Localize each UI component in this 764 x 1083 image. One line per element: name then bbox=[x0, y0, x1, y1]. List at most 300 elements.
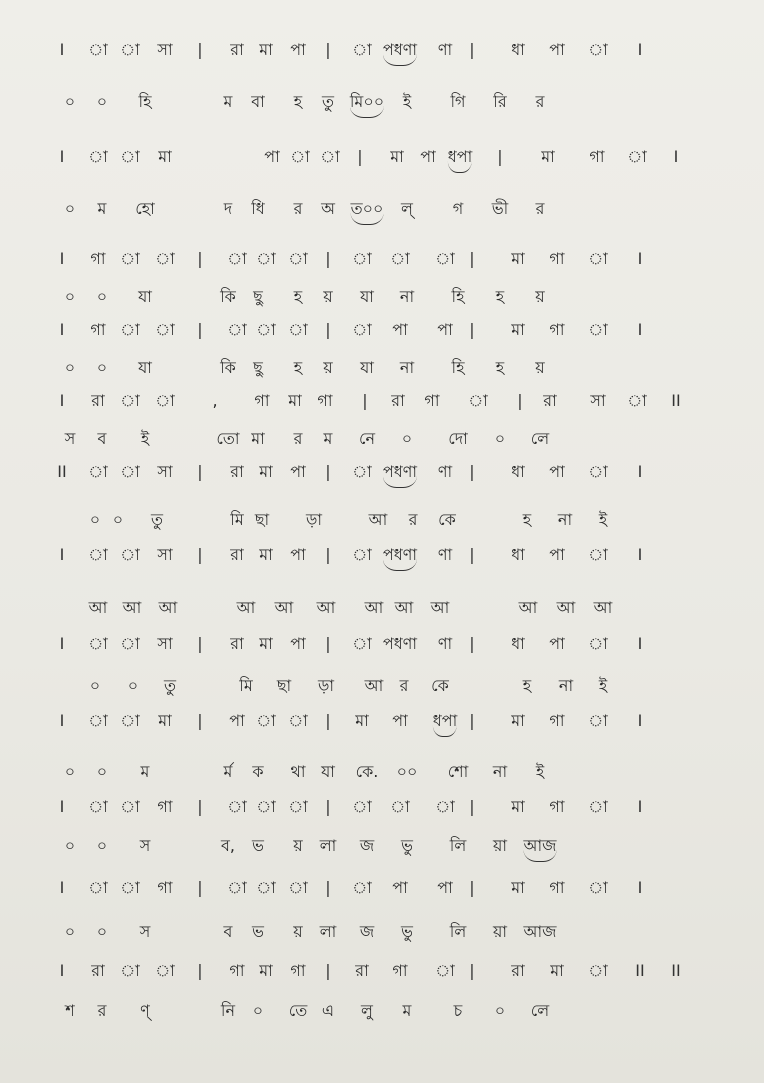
note-token: I bbox=[59, 249, 65, 268]
syllable-token: ম bbox=[97, 199, 107, 218]
notation-line bbox=[0, 36, 764, 64]
note-token: রা bbox=[91, 391, 105, 410]
syllable-token: যা bbox=[360, 358, 374, 377]
note-token: া bbox=[88, 711, 108, 730]
note-token: া bbox=[390, 797, 410, 816]
syllable-token: হ bbox=[293, 358, 303, 377]
note-token: া bbox=[120, 462, 140, 481]
note-token: সা bbox=[157, 40, 173, 59]
note-token: | bbox=[497, 147, 503, 166]
note-token: া bbox=[120, 545, 140, 564]
note-token: পধণা bbox=[382, 634, 418, 653]
note-token: মা bbox=[511, 878, 525, 897]
syllable-token: আ bbox=[88, 598, 108, 617]
note-token: ধা bbox=[511, 40, 525, 59]
note-token: পা bbox=[437, 878, 453, 897]
note-token: গা bbox=[317, 391, 333, 410]
note-token: | bbox=[362, 391, 368, 410]
syllable-token: আ bbox=[518, 598, 538, 617]
note-token: গা bbox=[549, 249, 565, 268]
note-token: ধা bbox=[511, 462, 525, 481]
syllable-token: ০ bbox=[112, 510, 124, 529]
note-token: | bbox=[325, 462, 331, 481]
note-token: া bbox=[88, 878, 108, 897]
note-token: া bbox=[352, 40, 372, 59]
syllable-token: হ bbox=[293, 287, 303, 306]
note-token: পা bbox=[392, 878, 408, 897]
note-token: I bbox=[637, 249, 643, 268]
syllable-token: লি bbox=[449, 922, 467, 941]
note-token: গা bbox=[290, 961, 306, 980]
note-token: া bbox=[88, 40, 108, 59]
syllable-token: যা bbox=[138, 287, 152, 306]
note-token: া bbox=[352, 797, 372, 816]
note-token: পধণা bbox=[383, 541, 417, 571]
syllable-token: লি bbox=[449, 836, 467, 855]
syllable-token: অ bbox=[321, 199, 335, 218]
note-token: | bbox=[197, 961, 203, 980]
notation-line bbox=[0, 541, 764, 569]
note-token: | bbox=[325, 797, 331, 816]
syllable-token: ০ bbox=[89, 676, 101, 695]
note-token: া bbox=[155, 249, 175, 268]
syllable-token: লে bbox=[530, 1001, 550, 1020]
note-token: গা bbox=[549, 320, 565, 339]
note-token: I bbox=[637, 40, 643, 59]
syllable-token: এ bbox=[321, 1001, 335, 1020]
note-token: পা bbox=[229, 711, 245, 730]
note-token: | bbox=[325, 545, 331, 564]
syllable-token: আ bbox=[122, 598, 142, 617]
note-token: া bbox=[120, 147, 140, 166]
syllable-token: তু bbox=[150, 510, 164, 529]
syllable-token: জ bbox=[359, 922, 375, 941]
syllable-token: ল্ bbox=[401, 199, 413, 218]
syllable-token: না bbox=[557, 510, 573, 529]
note-token: মা bbox=[550, 961, 564, 980]
notation-line bbox=[0, 458, 764, 486]
syllable-token: ০ bbox=[494, 429, 506, 448]
note-token: া bbox=[288, 797, 308, 816]
note-token: গা bbox=[549, 797, 565, 816]
note-token: া bbox=[120, 797, 140, 816]
syllable-token: য় bbox=[293, 836, 303, 855]
syllable-token: তু bbox=[163, 676, 177, 695]
note-token: রা bbox=[91, 961, 105, 980]
note-token: | bbox=[357, 147, 363, 166]
note-token: I bbox=[59, 40, 65, 59]
note-token: | bbox=[469, 797, 475, 816]
note-token: া bbox=[227, 249, 247, 268]
note-token: | bbox=[197, 462, 203, 481]
note-token: া bbox=[627, 391, 647, 410]
note-token: | bbox=[469, 961, 475, 980]
note-token: পা bbox=[549, 40, 565, 59]
syllable-token: আ bbox=[236, 598, 256, 617]
note-token: া bbox=[352, 320, 372, 339]
syllable-token: মি bbox=[230, 510, 244, 529]
syllable-token: ক bbox=[252, 762, 264, 781]
syllable-token: আ bbox=[158, 598, 178, 617]
syllable-token: হো bbox=[135, 199, 155, 218]
note-token: মা bbox=[390, 147, 404, 166]
syllable-token: ম bbox=[223, 92, 233, 111]
note-token: I bbox=[673, 147, 679, 166]
syllable-token: ০ bbox=[252, 1001, 264, 1020]
note-token: I bbox=[59, 711, 65, 730]
note-token: , bbox=[212, 391, 218, 410]
note-token: | bbox=[197, 40, 203, 59]
note-token: | bbox=[469, 462, 475, 481]
syllable-token: আজ bbox=[523, 922, 557, 941]
note-token: া bbox=[120, 320, 140, 339]
note-token: া bbox=[588, 961, 608, 980]
note-token: | bbox=[325, 961, 331, 980]
note-token: ধা bbox=[511, 634, 525, 653]
note-token: | bbox=[197, 249, 203, 268]
syllable-token: র bbox=[408, 510, 418, 529]
note-token: | bbox=[469, 878, 475, 897]
note-token: I bbox=[637, 797, 643, 816]
note-token: মা bbox=[259, 545, 273, 564]
note-token: া bbox=[256, 878, 276, 897]
syllable-token: লে bbox=[530, 429, 550, 448]
notation-line bbox=[0, 245, 764, 273]
note-token: | bbox=[197, 797, 203, 816]
note-token: া bbox=[155, 391, 175, 410]
lyric-line bbox=[0, 195, 764, 223]
note-token: গা bbox=[229, 961, 245, 980]
note-token: II bbox=[671, 961, 681, 980]
notation-line bbox=[0, 707, 764, 735]
syllable-token: আ bbox=[316, 598, 336, 617]
note-token: া bbox=[352, 249, 372, 268]
syllable-token: স bbox=[64, 429, 76, 448]
note-token: া bbox=[390, 249, 410, 268]
syllable-token: ভু bbox=[401, 836, 413, 855]
note-token: মা bbox=[259, 40, 273, 59]
note-token: | bbox=[469, 711, 475, 730]
note-token: রা bbox=[230, 462, 244, 481]
lyric-line bbox=[0, 506, 764, 534]
note-token: পা bbox=[437, 320, 453, 339]
syllable-token: ই bbox=[140, 429, 150, 448]
syllable-token: ব bbox=[223, 922, 233, 941]
note-token: া bbox=[120, 391, 140, 410]
note-token: া bbox=[155, 961, 175, 980]
note-token: I bbox=[59, 878, 65, 897]
note-token: | bbox=[469, 634, 475, 653]
syllable-token: বা bbox=[251, 92, 265, 111]
syllable-token: য় bbox=[323, 358, 333, 377]
note-token: ণা bbox=[437, 634, 453, 653]
syllable-token: ০ bbox=[96, 92, 108, 111]
note-token: া bbox=[588, 878, 608, 897]
notation-line bbox=[0, 143, 764, 171]
note-token: I bbox=[59, 545, 65, 564]
syllable-token: আ bbox=[430, 598, 450, 617]
syllable-token: যা bbox=[360, 287, 374, 306]
note-token: পা bbox=[392, 320, 408, 339]
note-token: রা bbox=[230, 545, 244, 564]
note-token: I bbox=[637, 545, 643, 564]
syllable-token: শ bbox=[65, 1001, 75, 1020]
syllable-token: আজ bbox=[524, 832, 557, 862]
syllable-token: ০ bbox=[64, 199, 76, 218]
note-token: মা bbox=[541, 147, 555, 166]
syllable-token: ০ bbox=[64, 762, 76, 781]
note-token: ণা bbox=[437, 462, 453, 481]
lyric-line bbox=[0, 425, 764, 453]
note-token: ধপা bbox=[433, 707, 457, 737]
note-token: পা bbox=[420, 147, 436, 166]
note-token: | bbox=[197, 878, 203, 897]
note-token: া bbox=[588, 462, 608, 481]
note-token: মা bbox=[355, 711, 369, 730]
note-token: পা bbox=[549, 634, 565, 653]
syllable-token: ০ bbox=[127, 676, 139, 695]
syllable-token: র bbox=[399, 676, 409, 695]
note-token: া bbox=[256, 320, 276, 339]
syllable-token: ড়া bbox=[317, 676, 335, 695]
note-token: া bbox=[435, 797, 455, 816]
note-token: া bbox=[88, 462, 108, 481]
note-token: I bbox=[59, 634, 65, 653]
note-token: া bbox=[155, 320, 175, 339]
syllable-token: য় bbox=[535, 358, 545, 377]
note-token: রা bbox=[230, 40, 244, 59]
syllable-token: ০ bbox=[96, 922, 108, 941]
syllable-token: কে bbox=[438, 510, 456, 529]
note-token: | bbox=[197, 711, 203, 730]
note-token: মা bbox=[511, 797, 525, 816]
syllable-token: র bbox=[293, 199, 303, 218]
syllable-token: র bbox=[535, 92, 545, 111]
syllable-token: ম bbox=[140, 762, 150, 781]
syllable-token: ০ bbox=[89, 510, 101, 529]
syllable-token: ভু bbox=[401, 922, 413, 941]
syllable-token: হ bbox=[495, 287, 505, 306]
syllable-token: ০ bbox=[96, 358, 108, 377]
note-token: পা bbox=[392, 711, 408, 730]
lyric-line bbox=[0, 88, 764, 116]
syllable-token: যা bbox=[321, 762, 335, 781]
note-token: পা bbox=[290, 634, 306, 653]
note-token: পা bbox=[290, 545, 306, 564]
note-token: া bbox=[435, 961, 455, 980]
syllable-token: ছা bbox=[254, 510, 270, 529]
syllable-token: রি bbox=[493, 92, 507, 111]
syllable-token: ভ bbox=[252, 922, 264, 941]
note-token: গা bbox=[90, 249, 106, 268]
syllable-token: য়া bbox=[492, 836, 508, 855]
note-token: মা bbox=[511, 711, 525, 730]
note-token: গা bbox=[549, 878, 565, 897]
note-token: া bbox=[88, 797, 108, 816]
syllable-token: ড়া bbox=[305, 510, 323, 529]
note-token: | bbox=[325, 40, 331, 59]
note-token: | bbox=[517, 391, 523, 410]
syllable-token: আ bbox=[593, 598, 613, 617]
lyric-line bbox=[0, 758, 764, 786]
syllable-token: ই bbox=[402, 92, 412, 111]
note-token: মা bbox=[511, 320, 525, 339]
note-token: | bbox=[325, 249, 331, 268]
note-token: া bbox=[352, 462, 372, 481]
note-token: া bbox=[88, 545, 108, 564]
syllable-token: দ bbox=[223, 199, 233, 218]
lyric-line bbox=[0, 918, 764, 946]
note-token: ণা bbox=[437, 545, 453, 564]
syllable-token: ০ bbox=[64, 358, 76, 377]
note-token: I bbox=[59, 147, 65, 166]
note-token: া bbox=[288, 711, 308, 730]
note-token: | bbox=[197, 545, 203, 564]
note-token: | bbox=[197, 320, 203, 339]
syllable-token: ই bbox=[598, 676, 608, 695]
syllable-token: স bbox=[139, 836, 151, 855]
note-token: া bbox=[588, 320, 608, 339]
syllable-token: হ bbox=[522, 676, 532, 695]
note-token: মা bbox=[259, 634, 273, 653]
syllable-token: ০ bbox=[64, 92, 76, 111]
syllable-token: দো bbox=[448, 429, 468, 448]
syllable-token: কে bbox=[431, 676, 449, 695]
note-token: I bbox=[59, 391, 65, 410]
note-token: া bbox=[120, 634, 140, 653]
note-token: রা bbox=[543, 391, 557, 410]
note-token: পধণা bbox=[383, 458, 417, 488]
note-token: া bbox=[120, 878, 140, 897]
note-token: রা bbox=[355, 961, 369, 980]
note-token: া bbox=[288, 320, 308, 339]
notation-line bbox=[0, 316, 764, 344]
note-token: পধণা bbox=[383, 36, 417, 66]
note-token: া bbox=[227, 320, 247, 339]
note-token: II bbox=[635, 961, 645, 980]
note-token: া bbox=[120, 711, 140, 730]
syllable-token: নি bbox=[220, 1001, 236, 1020]
syllable-token: র bbox=[535, 199, 545, 218]
syllable-token: লু bbox=[361, 1001, 373, 1020]
syllable-token: র bbox=[293, 429, 303, 448]
note-token: | bbox=[325, 711, 331, 730]
note-token: I bbox=[59, 320, 65, 339]
note-token: মা bbox=[259, 462, 273, 481]
syllable-token: ছা bbox=[276, 676, 292, 695]
note-token: া bbox=[320, 147, 340, 166]
note-token: া bbox=[227, 797, 247, 816]
note-token: ধপা bbox=[448, 143, 472, 173]
syllable-token: তে bbox=[288, 1001, 308, 1020]
note-token: সা bbox=[590, 391, 606, 410]
syllable-token: না bbox=[399, 358, 415, 377]
note-token: সা bbox=[157, 545, 173, 564]
note-token: া bbox=[588, 249, 608, 268]
note-token: II bbox=[671, 391, 681, 410]
notation-line bbox=[0, 874, 764, 902]
syllable-token: হ bbox=[293, 92, 303, 111]
note-token: গা bbox=[157, 878, 173, 897]
syllable-token: মা bbox=[251, 429, 265, 448]
note-token: | bbox=[469, 40, 475, 59]
note-token: সা bbox=[157, 462, 173, 481]
syllable-token: ছু bbox=[253, 287, 263, 306]
note-token: গা bbox=[424, 391, 440, 410]
note-token: I bbox=[59, 961, 65, 980]
note-token: মা bbox=[288, 391, 302, 410]
syllable-token: ধি bbox=[251, 199, 265, 218]
note-token: | bbox=[469, 320, 475, 339]
note-token: | bbox=[325, 634, 331, 653]
syllable-token: ০০ bbox=[396, 762, 418, 781]
note-token: I bbox=[637, 462, 643, 481]
note-token: া bbox=[120, 961, 140, 980]
note-token: া bbox=[588, 797, 608, 816]
note-token: মা bbox=[259, 961, 273, 980]
syllable-token: জ bbox=[359, 836, 375, 855]
note-token: া bbox=[88, 147, 108, 166]
note-token: া bbox=[88, 634, 108, 653]
note-token: ধা bbox=[511, 545, 525, 564]
syllable-token: আ bbox=[274, 598, 294, 617]
note-token: া bbox=[435, 249, 455, 268]
note-token: া bbox=[588, 634, 608, 653]
syllable-token: নে bbox=[358, 429, 376, 448]
syllable-token: লা bbox=[319, 836, 337, 855]
syllable-token: আ bbox=[364, 676, 384, 695]
syllable-token: হি bbox=[451, 358, 465, 377]
syllable-token: য়া bbox=[492, 922, 508, 941]
note-token: া bbox=[288, 878, 308, 897]
lyric-line bbox=[0, 672, 764, 700]
note-token: মা bbox=[158, 147, 172, 166]
syllable-token: ব, bbox=[221, 836, 235, 855]
syllable-token: ভী bbox=[491, 199, 509, 218]
syllable-token: ০ bbox=[64, 922, 76, 941]
note-token: া bbox=[288, 249, 308, 268]
syllable-token: ০ bbox=[96, 287, 108, 306]
note-token: া bbox=[468, 391, 488, 410]
note-token: া bbox=[290, 147, 310, 166]
note-token: া bbox=[588, 40, 608, 59]
syllable-token: না bbox=[492, 762, 508, 781]
syllable-token: না bbox=[558, 676, 574, 695]
syllable-token: ম bbox=[323, 429, 333, 448]
note-token: া bbox=[256, 797, 276, 816]
note-token: | bbox=[197, 634, 203, 653]
syllable-token: গ bbox=[452, 199, 464, 218]
note-token: া bbox=[256, 711, 276, 730]
syllable-token: না bbox=[399, 287, 415, 306]
syllable-token: আ bbox=[364, 598, 384, 617]
note-token: া bbox=[120, 249, 140, 268]
note-token: পা bbox=[290, 40, 306, 59]
syllable-token: হি bbox=[451, 287, 465, 306]
note-token: মা bbox=[158, 711, 172, 730]
syllable-token: চ bbox=[453, 1001, 463, 1020]
lyric-line bbox=[0, 283, 764, 311]
syllable-token: ০ bbox=[401, 429, 413, 448]
note-token: পা bbox=[549, 462, 565, 481]
note-token: I bbox=[637, 878, 643, 897]
syllable-token: হি bbox=[138, 92, 152, 111]
syllable-token: আ bbox=[368, 510, 388, 529]
syllable-token: ই bbox=[535, 762, 545, 781]
syllable-token: ০ bbox=[494, 1001, 506, 1020]
note-token: গা bbox=[90, 320, 106, 339]
syllable-token: লা bbox=[319, 922, 337, 941]
